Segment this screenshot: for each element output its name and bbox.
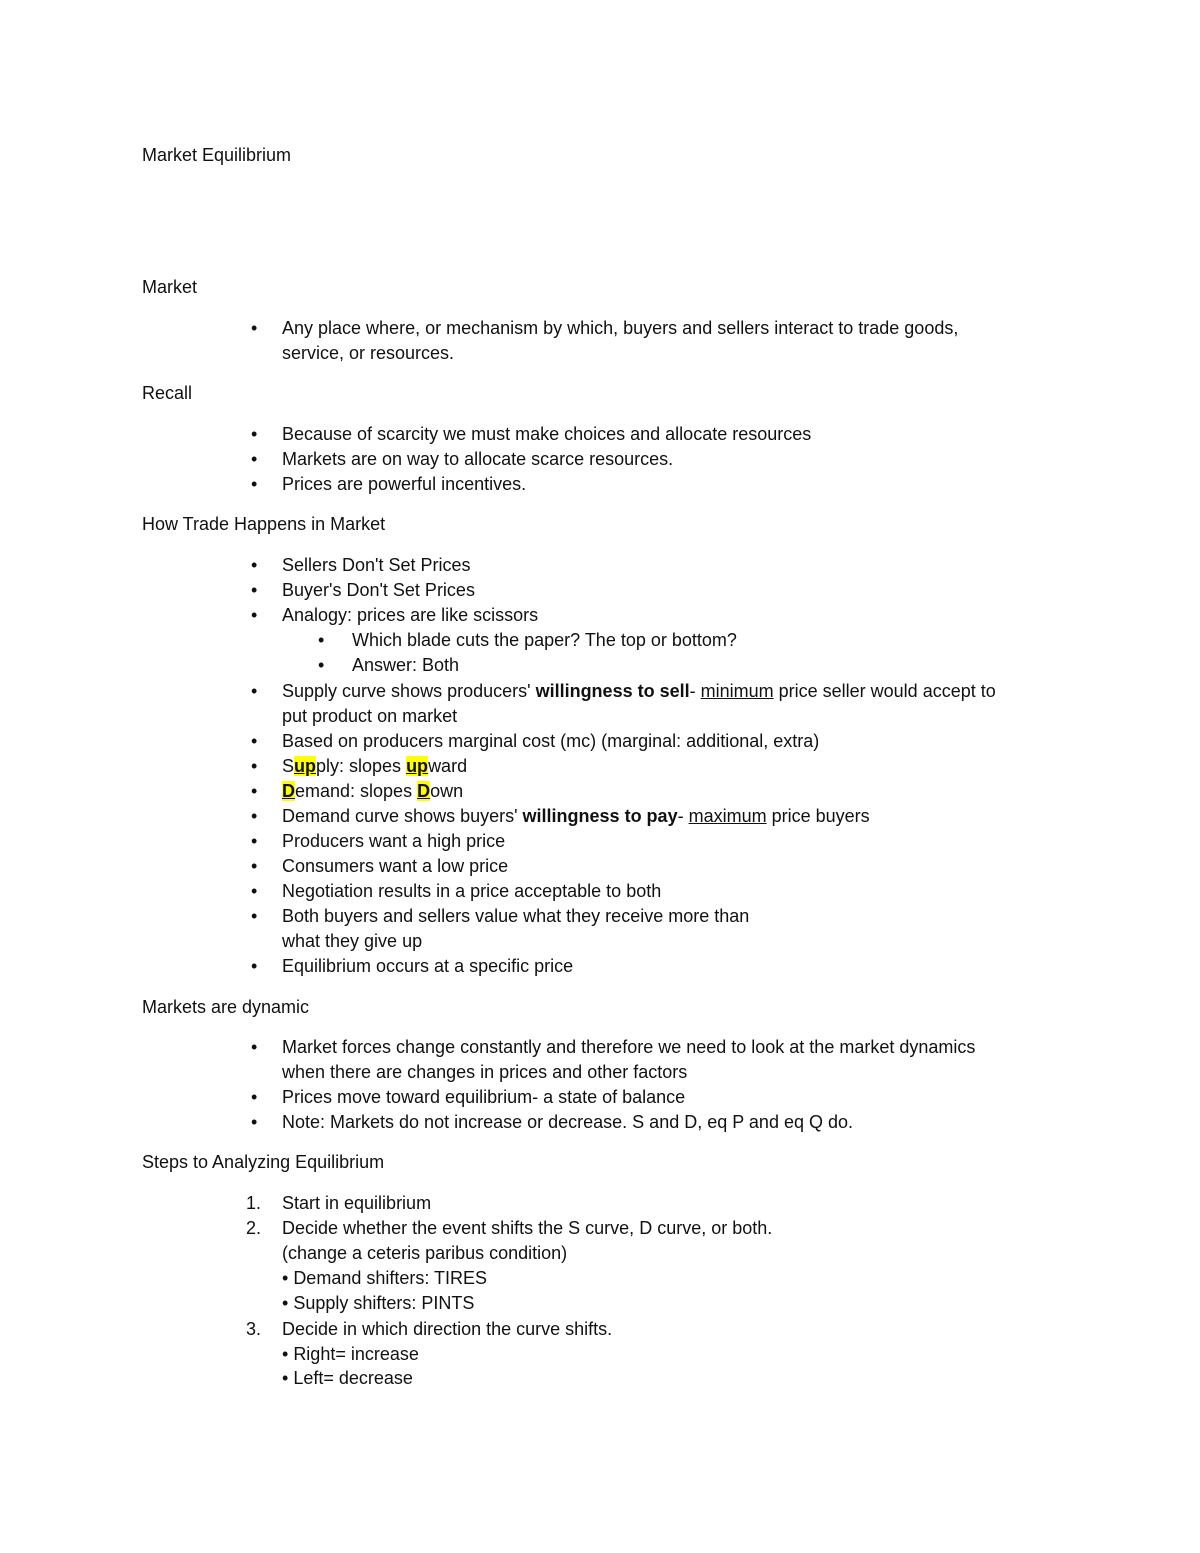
bullet-icon: •: [282, 1368, 294, 1388]
text-run: ward: [428, 756, 468, 776]
bullet-icon: •: [251, 831, 258, 851]
bullet-icon: •: [251, 318, 258, 338]
list-item: Sellers Don't Set Prices: [282, 555, 471, 575]
bullet-icon: •: [251, 1087, 258, 1107]
text-run: Left= decrease: [293, 1368, 413, 1388]
list-item: Note: Markets do not increase or decrease. S and D, eq P and eq Q do.: [282, 1112, 853, 1132]
heading-trade: How Trade Happens in Market: [142, 514, 386, 534]
bullet-icon: •: [318, 630, 325, 650]
text-run: ply: slopes: [316, 756, 407, 776]
list-item-supply-curve: [282, 679, 1082, 704]
text-run: price seller would accept to: [773, 681, 996, 701]
bold-text: willingness to sell: [535, 681, 690, 701]
highlighted-text: D: [282, 781, 295, 801]
bullet-icon: •: [282, 1268, 294, 1288]
list-item-continuation: what they give up: [282, 931, 423, 951]
step-number: 3.: [246, 1319, 262, 1339]
sub-list-item: Answer: Both: [352, 655, 460, 675]
text-run: -: [677, 806, 689, 826]
text-run: -: [689, 681, 701, 701]
heading-steps: Steps to Analyzing Equilibrium: [142, 1152, 385, 1172]
highlighted-text: up: [406, 756, 429, 776]
text-run: emand: slopes: [295, 781, 418, 801]
list-item: Buyer's Don't Set Prices: [282, 580, 475, 600]
text-run: Right= increase: [293, 1344, 419, 1364]
heading-dynamic: Markets are dynamic: [142, 997, 310, 1017]
bullet-icon: •: [251, 449, 258, 469]
bullet-icon: •: [251, 1112, 258, 1132]
list-item-continuation: put product on market: [282, 706, 458, 726]
list-item-demand-slope: [282, 779, 1082, 804]
list-item: Because of scarcity we must make choices and allocate resources: [282, 424, 812, 444]
bullet-icon: •: [251, 555, 258, 575]
text-run: Demand curve shows buyers': [282, 806, 523, 826]
step-item: Decide in which direction the curve shifts.: [282, 1319, 613, 1339]
bullet-icon: •: [251, 424, 258, 444]
text-run: price buyers: [766, 806, 870, 826]
step-item: Decide whether the event shifts the S curve, D curve, or both.: [282, 1218, 773, 1238]
underlined-text: maximum: [688, 806, 767, 826]
list-item: Negotiation results in a price acceptable to both: [282, 881, 662, 901]
step-item-sub: [282, 1366, 1082, 1391]
bullet-icon: •: [251, 956, 258, 976]
bullet-icon: •: [251, 781, 258, 801]
list-item: Market forces change constantly and therefore we need to look at the market dynamics: [282, 1037, 976, 1057]
list-item: Prices move toward equilibrium- a state of balance: [282, 1087, 686, 1107]
list-item: Prices are powerful incentives.: [282, 474, 527, 494]
step-item-sub: [282, 1291, 1082, 1316]
step-item-continuation: (change a ceteris paribus condition): [282, 1243, 568, 1263]
step-item-sub: [282, 1342, 1082, 1367]
underlined-text: minimum: [700, 681, 774, 701]
list-item: Consumers want a low price: [282, 856, 509, 876]
text-run: S: [282, 756, 295, 776]
text-run: Demand shifters: TIRES: [293, 1268, 488, 1288]
text-run: Supply curve shows producers': [282, 681, 536, 701]
bullet-icon: •: [282, 1293, 294, 1313]
step-number: 2.: [246, 1218, 262, 1238]
step-number: 1.: [246, 1193, 262, 1213]
list-item: Markets are on way to allocate scarce resources.: [282, 449, 674, 469]
bullet-icon: •: [251, 474, 258, 494]
highlighted-text: up: [294, 756, 317, 776]
list-item-supply-slope: [282, 754, 1082, 779]
bullet-icon: •: [251, 881, 258, 901]
text-run: own: [430, 781, 464, 801]
bullet-icon: •: [251, 605, 258, 625]
text-run: Supply shifters: PINTS: [293, 1293, 475, 1313]
list-item: Analogy: prices are like scissors: [282, 605, 539, 625]
heading-recall: Recall: [142, 383, 193, 403]
list-item: Equilibrium occurs at a specific price: [282, 956, 574, 976]
bullet-icon: •: [251, 580, 258, 600]
bullet-icon: •: [251, 756, 258, 776]
sub-list-item: Which blade cuts the paper? The top or bottom?: [352, 630, 737, 650]
bullet-icon: •: [251, 731, 258, 751]
list-item-continuation: when there are changes in prices and other factors: [282, 1062, 688, 1082]
bullet-icon: •: [251, 806, 258, 826]
list-item: Both buyers and sellers value what they receive more than: [282, 906, 750, 926]
bullet-icon: •: [318, 655, 325, 675]
heading-market: Market: [142, 277, 198, 297]
bullet-icon: •: [251, 681, 258, 701]
document-title: Market Equilibrium: [142, 145, 292, 165]
bullet-icon: •: [251, 1037, 258, 1057]
step-item: Start in equilibrium: [282, 1193, 432, 1213]
bold-text: willingness to pay: [522, 806, 678, 826]
list-item-continuation: service, or resources.: [282, 343, 455, 363]
list-item: Producers want a high price: [282, 831, 506, 851]
list-item: Based on producers marginal cost (mc) (marginal: additional, extra): [282, 731, 820, 751]
bullet-icon: •: [251, 856, 258, 876]
bullet-icon: •: [282, 1344, 294, 1364]
list-item-demand-curve: [282, 804, 1082, 829]
list-item: Any place where, or mechanism by which, buyers and sellers interact to trade goods,: [282, 318, 959, 338]
highlighted-text: D: [417, 781, 431, 801]
bullet-icon: •: [251, 906, 258, 926]
step-item-sub: [282, 1266, 1082, 1291]
